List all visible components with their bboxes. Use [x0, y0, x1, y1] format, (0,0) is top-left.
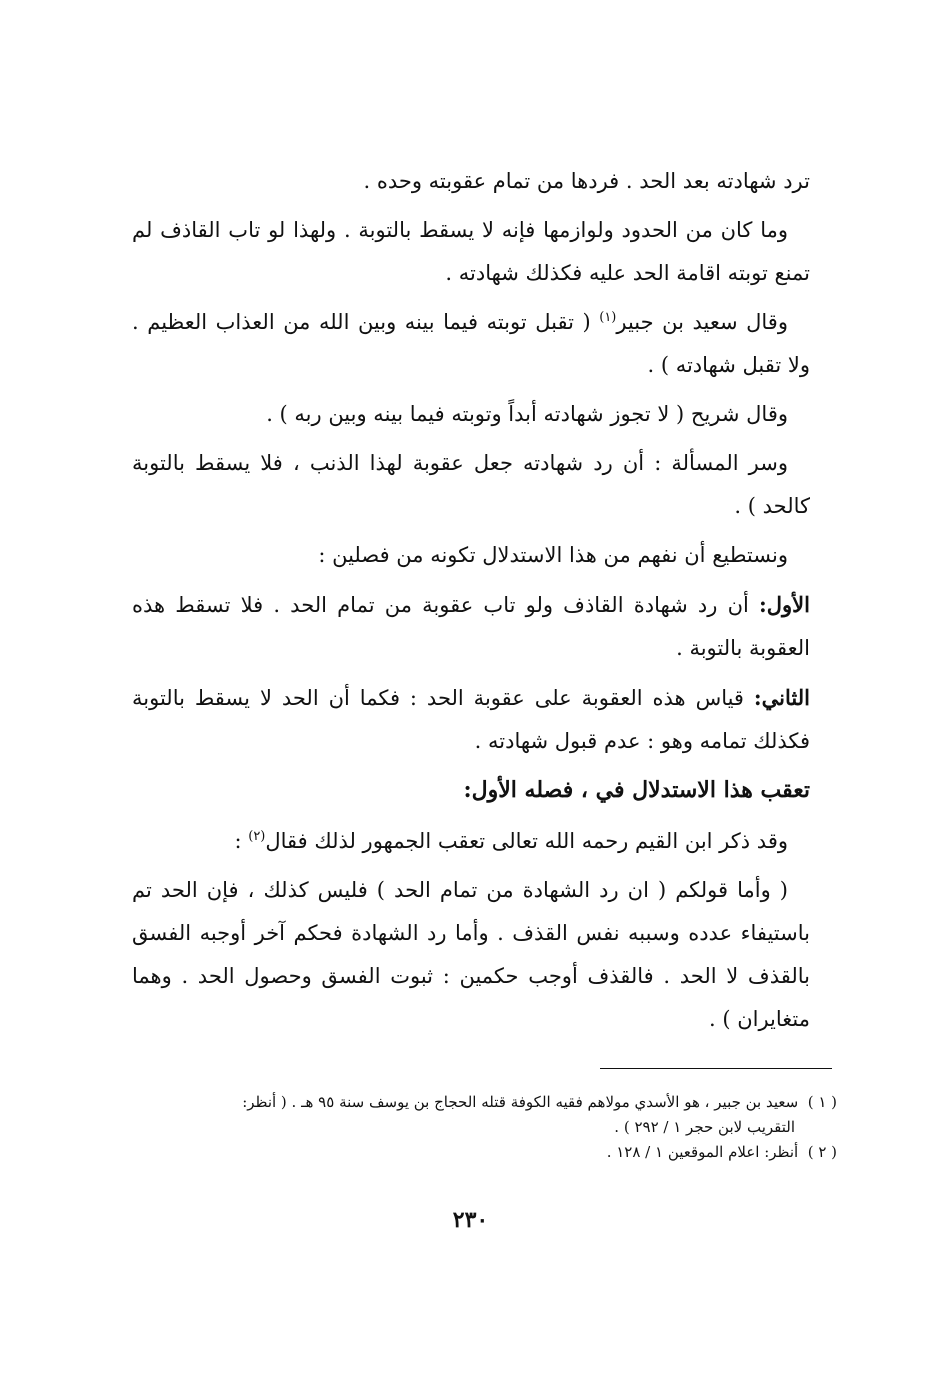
paragraph-2: وما كان من الحدود ولوازمها فإنه لا يسقط بالتوبة . ولهذا لو تاب القاذف لم تمنع توبته اقامة الحد عليه فكذلك شهادته .	[132, 218, 810, 285]
footnote-divider	[600, 1068, 832, 1069]
paragraph-9: وقد ذكر ابن القيم رحمه الله تعالى تعقب الجمهور لذلك فقال$^{(٢)}$ :	[234, 829, 788, 853]
paragraph-7: الأول: أن رد شهادة القاذف ولو تاب عقوبة من تمام الحد . فلا تسقط هذه العقوبة بالتوبة .	[132, 592, 810, 660]
page-number: ٢٣٠	[452, 1207, 489, 1233]
footnote-2: ( ٢ ) أنظر: اعلام الموقعين ١ / ١٢٨ .	[606, 1143, 837, 1161]
section-heading: تعقب هذا الاستدلال في ، فصله الأول:	[463, 777, 810, 803]
lead-first: الأول:	[759, 592, 810, 617]
paragraph-1: ترد شهادته بعد الحد . فردها من تمام عقوبته وحده .	[363, 169, 810, 193]
footnote-1: ( ١ ) سعيد بن جبير ، هو الأسدي مولاهم فقيه الكوفة قتله الحجاج بن يوسف سنة ٩٥ هـ . ( أنظر:	[242, 1093, 837, 1111]
paragraph-3: وقال سعيد بن جبير$^{(١)}$ ( تقبل توبته فيما بينه وبين الله من العذاب العظيم . ولا تقبل شهادته ) .	[132, 310, 810, 377]
footnote-ref-1: (١)	[599, 310, 617, 325]
paragraph-8: الثاني: قياس هذه العقوبة على عقوبة الحد : فكما أن الحد لا يسقط بالتوبة فكذلك تمامه وهو : عدم قبول شهادته .	[132, 685, 810, 753]
footnote-1-continuation: التقريب لابن حجر ١ / ٢٩٢ ) .	[614, 1118, 795, 1136]
main-text	[132, 160, 810, 1047]
paragraph-4: وقال شريح ( لا تجوز شهادته أبداً وتوبته فيما بينه وبين ربه ) .	[266, 402, 788, 426]
footnote-ref-2: (٢)	[248, 829, 266, 844]
lead-second: الثاني:	[753, 685, 810, 710]
paragraph-10: ( وأما قولكم ( ان رد الشهادة من تمام الحد ) فليس كذلك ، فإن الحد تم باستيفاء عدده وسببه نفس القذف . وأما رد الشهادة فحكم آخر أوجبه الفسق بالقذف لا الحد . فالقذف أوجب حكمين : ثبوت الفسق وحصول الحد . وهما متغايران ) .	[132, 878, 810, 1031]
footnotes	[132, 1090, 837, 1165]
paragraph-5: وسر المسألة : أن رد شهادته جعل عقوبة لهذا الذنب ، فلا يسقط بالتوبة كالحد ) .	[132, 451, 810, 518]
paragraph-6: ونستطيع أن نفهم من هذا الاستدلال تكونه من فصلين :	[318, 543, 788, 567]
